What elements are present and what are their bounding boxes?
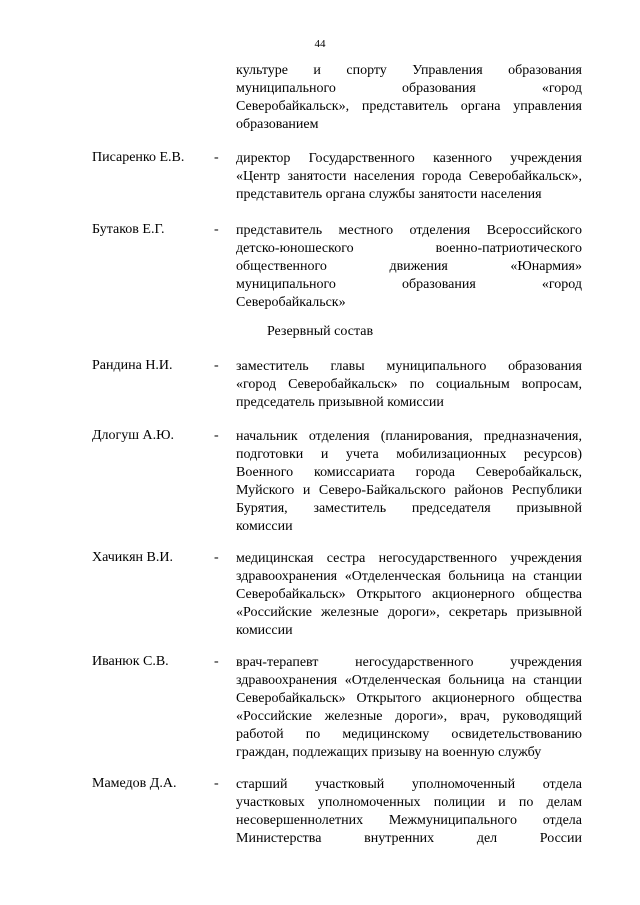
- member-description: [236, 654, 582, 762]
- description-line: начальник отделения (планирования, предназначения,: [236, 429, 582, 444]
- continuation-description: [236, 62, 582, 134]
- description-line: граждан, подлежащих призыву на военную службу: [236, 745, 542, 760]
- description-line: врач-терапевт негосударственного учреждения: [236, 655, 582, 670]
- description-line: «Центр занятости населения города Северобайкальск»,: [236, 169, 582, 184]
- member-name: Рандина Н.И.: [92, 358, 173, 373]
- member-description: [236, 150, 582, 204]
- member-description: [236, 428, 582, 536]
- description-line: подготовки и учета мобилизационных ресурсов): [236, 447, 582, 462]
- description-line: представитель местного отделения Всероссийского: [236, 223, 582, 238]
- member-dash: -: [214, 150, 219, 165]
- member-description: [236, 776, 582, 848]
- reserve-section-title: Резервный состав: [266, 324, 374, 339]
- description-line: заместитель главы муниципального образования: [236, 359, 582, 374]
- description-line: Северобайкальск»: [236, 295, 346, 310]
- description-line: старший участковый уполномоченный отдела: [236, 777, 582, 792]
- member-name: Писаренко Е.В.: [92, 150, 185, 165]
- description-line: детско-юношеского военно-патриотического: [236, 241, 582, 256]
- description-line: медицинская сестра негосударственного учреждения: [236, 551, 582, 566]
- description-line: работой по медицинскому освидетельствованию: [236, 727, 582, 742]
- description-line: директор Государственного казенного учреждения: [236, 151, 582, 166]
- description-line: муниципального образования «город: [236, 81, 582, 96]
- description-line: здравоохранения «Отделенческая больница на станции: [236, 673, 582, 688]
- description-line: комиссии: [236, 623, 293, 638]
- member-dash: -: [214, 428, 219, 443]
- member-dash: -: [214, 222, 219, 237]
- member-name: Иванюк С.В.: [92, 654, 169, 669]
- description-line: комиссии: [236, 519, 293, 534]
- description-line: Северобайкальск», представитель органа управления: [236, 99, 582, 114]
- description-line: Министерства внутренних дел России: [236, 831, 582, 846]
- description-line: общественного движения «Юнармия»: [236, 259, 582, 274]
- description-line: Муйского и Северо-Байкальского районов Республики: [236, 483, 582, 498]
- description-line: муниципального образования «город: [236, 277, 582, 292]
- page-number: 44: [314, 38, 326, 50]
- description-line: Северобайкальск» Открытого акционерного общества: [236, 691, 582, 706]
- member-dash: -: [214, 776, 219, 791]
- description-line: образованием: [236, 117, 319, 132]
- description-line: «город Северобайкальск» по социальным вопросам,: [236, 377, 582, 392]
- member-dash: -: [214, 358, 219, 373]
- member-name: Длогуш А.Ю.: [92, 428, 175, 443]
- member-name: Хачикян В.И.: [92, 550, 173, 565]
- member-description: [236, 222, 582, 312]
- description-line: культуре и спорту Управления образования: [236, 63, 582, 78]
- description-line: «Российские железные дороги», врач, руководящий: [236, 709, 582, 724]
- description-line: здравоохранения «Отделенческая больница на станции: [236, 569, 582, 584]
- member-description: [236, 550, 582, 640]
- description-line: Бурятия, заместитель председателя призывной: [236, 501, 582, 516]
- member-dash: -: [214, 550, 219, 565]
- member-name: Бутаков Е.Г.: [92, 222, 165, 237]
- member-dash: -: [214, 654, 219, 669]
- description-line: несовершеннолетних Межмуниципального отдела: [236, 813, 582, 828]
- description-line: Военного комиссариата города Северобайкальск,: [236, 465, 582, 480]
- description-line: Северобайкальск» Открытого акционерного общества: [236, 587, 582, 602]
- description-line: участковых уполномоченных полиции и по делам: [236, 795, 582, 810]
- description-line: «Российские железные дороги», секретарь призывной: [236, 605, 582, 620]
- description-line: представитель органа службы занятости населения: [236, 187, 542, 202]
- member-name: Мамедов Д.А.: [92, 776, 177, 791]
- member-description: [236, 358, 582, 412]
- description-line: председатель призывной комиссии: [236, 395, 444, 410]
